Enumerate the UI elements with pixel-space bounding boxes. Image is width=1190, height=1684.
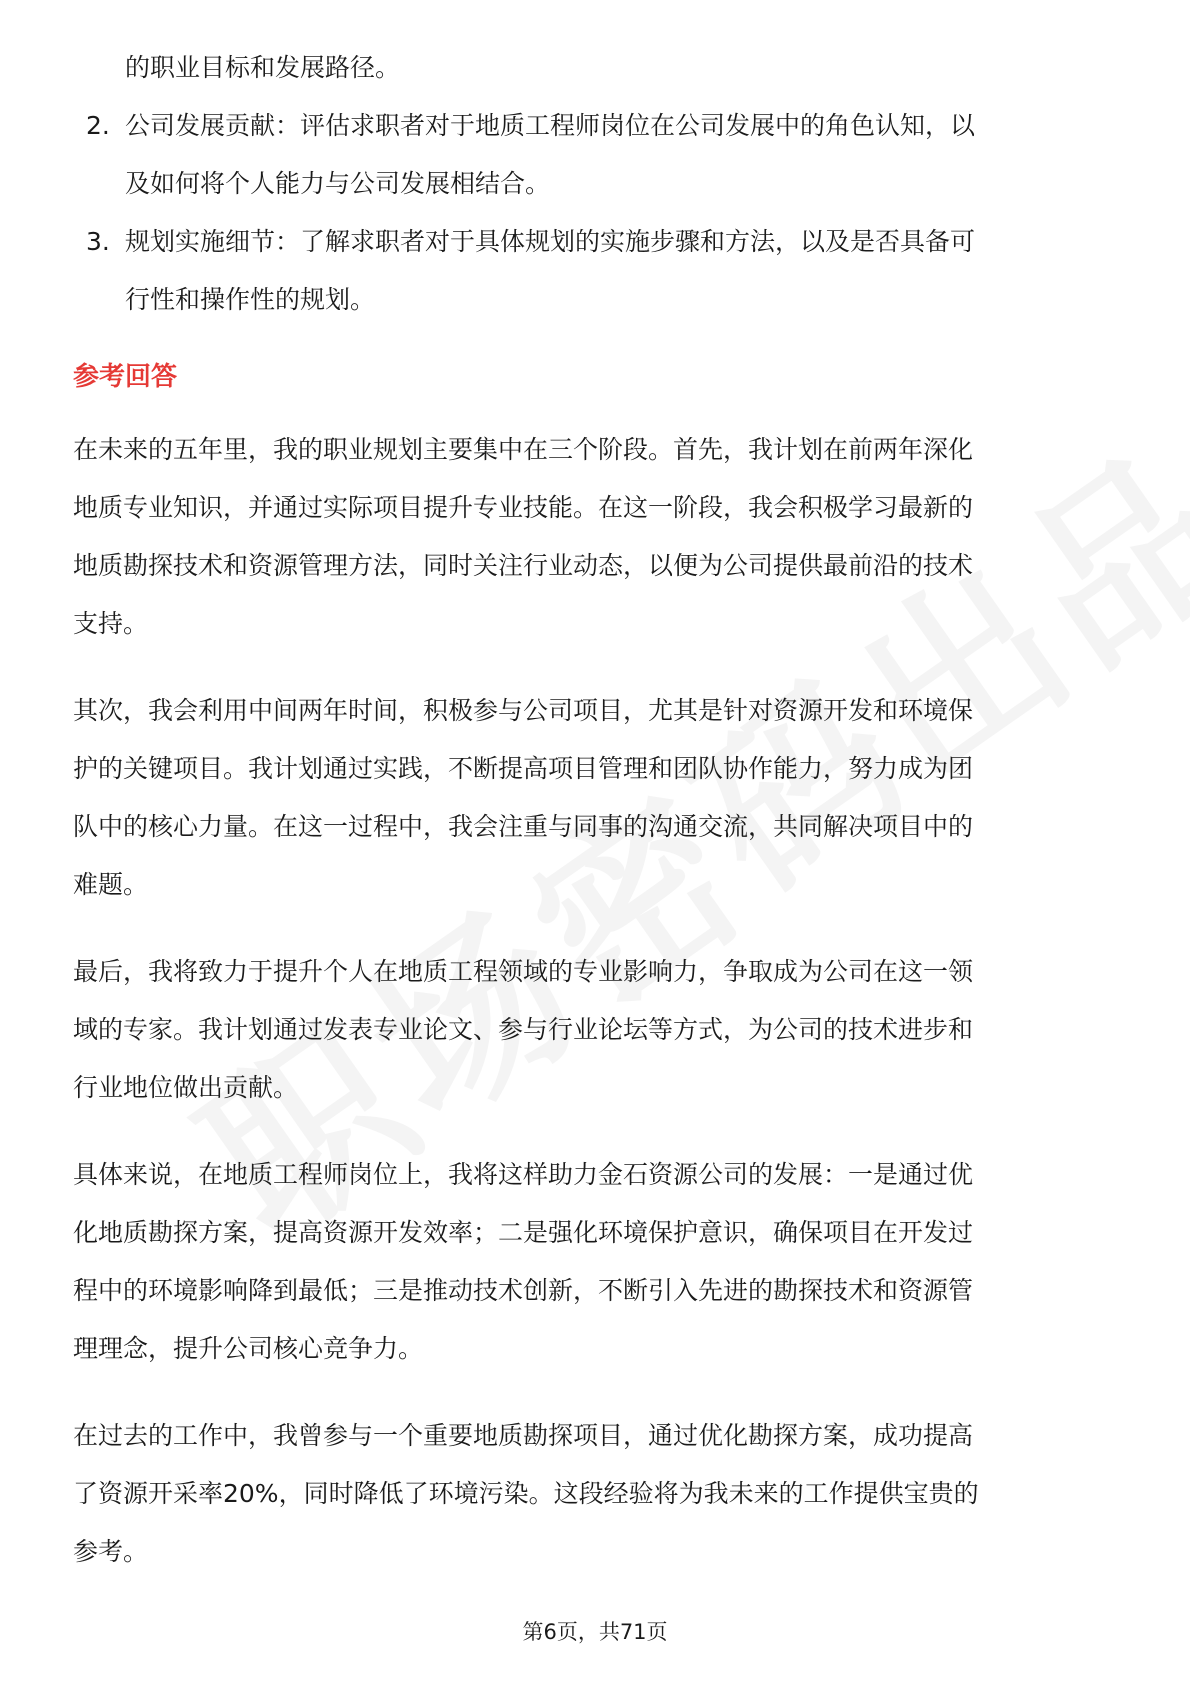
paragraph-line: 具体来说，在地质工程师岗位上，我将这样助力金石资源公司的发展：一是通过优 — [73, 1160, 974, 1189]
page-number: 第6页，共71页 — [522, 1620, 668, 1644]
list-item-text: 行性和操作性的规划。 — [125, 285, 376, 314]
paragraph-line: 地质专业知识，并通过实际项目提升专业技能。在这一阶段，我会积极学习最新的 — [73, 493, 974, 522]
paragraph-line: 队中的核心力量。在这一过程中，我会注重与同事的沟通交流，共同解决项目中的 — [73, 812, 974, 841]
section-heading: 参考回答 — [73, 362, 178, 392]
list-item-text: 公司发展贡献：评估求职者对于地质工程师岗位在公司发展中的角色认知，以 — [125, 111, 976, 140]
paragraph-line: 在未来的五年里，我的职业规划主要集中在三个阶段。首先，我计划在前两年深化 — [73, 435, 974, 464]
list-item-text: 及如何将个人能力与公司发展相结合。 — [125, 169, 551, 198]
list-item-number: 2. — [86, 111, 110, 140]
paragraph-line: 在过去的工作中，我曾参与一个重要地质勘探项目，通过优化勘探方案，成功提高 — [73, 1421, 974, 1450]
paragraph-line: 了资源开采率20%，同时降低了环境污染。这段经验将为我未来的工作提供宝贵的 — [73, 1479, 979, 1508]
paragraph-line: 其次，我会利用中间两年时间，积极参与公司项目，尤其是针对资源开发和环境保 — [73, 696, 974, 725]
list-item-number: 3. — [86, 227, 110, 256]
paragraph-line: 理理念，提升公司核心竞争力。 — [73, 1334, 424, 1363]
paragraph-line: 参考。 — [73, 1537, 149, 1566]
paragraph-line: 行业地位做出贡献。 — [73, 1073, 299, 1102]
paragraph-line: 护的关键项目。我计划通过实践，不断提高项目管理和团队协作能力，努力成为团 — [73, 754, 974, 783]
list-continuation: 的职业目标和发展路径。 — [125, 53, 401, 82]
paragraph-line: 域的专家。我计划通过发表专业论文、参与行业论坛等方式，为公司的技术进步和 — [73, 1015, 974, 1044]
paragraph-line: 支持。 — [73, 609, 149, 638]
paragraph-line: 程中的环境影响降到最低；三是推动技术创新，不断引入先进的勘探技术和资源管 — [73, 1276, 974, 1305]
paragraph-line: 最后，我将致力于提升个人在地质工程领域的专业影响力，争取成为公司在这一领 — [73, 957, 974, 986]
paragraph-line: 地质勘探技术和资源管理方法，同时关注行业动态，以便为公司提供最前沿的技术 — [73, 551, 974, 580]
paragraph-line: 化地质勘探方案，提高资源开发效率；二是强化环境保护意识，确保项目在开发过 — [73, 1218, 974, 1247]
watermark — [145, 549, 1054, 1311]
list-item-text: 规划实施细节：了解求职者对于具体规划的实施步骤和方法，以及是否具备可 — [125, 227, 976, 256]
paragraph-line: 难题。 — [73, 870, 149, 899]
